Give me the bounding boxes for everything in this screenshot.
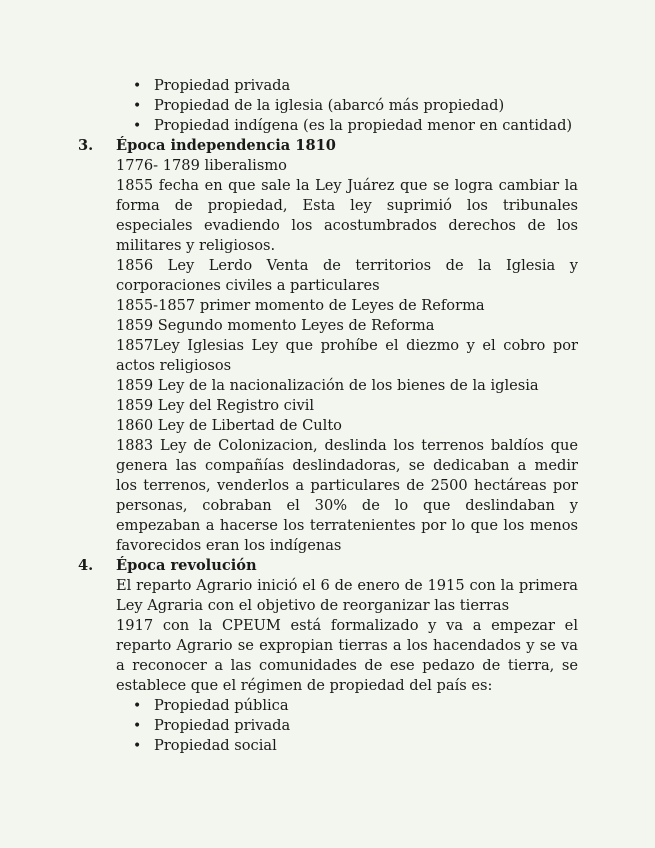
- paragraph: 1917 con la CPEUM está formalizado y va a empezar el reparto Agrario se expropian tierras a los hacendados y se va a reconocer a las comunidades de ese pedazo de tierra, se establece que el régimen de propiedad del país es:: [116, 617, 578, 694]
- bullet-icon: •: [133, 118, 142, 134]
- bullet-list-property-regime: [0, 696, 655, 756]
- bullet-icon: •: [133, 718, 142, 734]
- paragraph: 1859 Ley del Registro civil: [116, 397, 315, 414]
- paragraph: El reparto Agrario inició el 6 de enero de 1915 con la primera Ley Agraria con el objetivo de reorganizar las tierras: [116, 577, 578, 614]
- paragraph: 1860 Ley de Libertad de Culto: [116, 417, 342, 434]
- paragraph: 1859 Segundo momento Leyes de Reforma: [116, 317, 435, 334]
- paragraph: 1856 Ley Lerdo Venta de territorios de la Iglesia y corporaciones civiles a particulares: [116, 257, 578, 294]
- bullet-icon: •: [133, 78, 142, 94]
- section-heading-3: [0, 136, 655, 156]
- list-item-text: Propiedad indígena (es la propiedad menor en cantidad): [154, 117, 573, 134]
- list-item-text: Propiedad privada: [154, 717, 291, 734]
- list-item: [0, 116, 655, 136]
- bullet-list-property-types: [0, 76, 655, 136]
- list-item-text: Propiedad de la iglesia (abarcó más propiedad): [154, 97, 505, 114]
- paragraph: 1855 fecha en que sale la Ley Juárez que se logra cambiar la forma de propiedad, Esta ley suprimió los tribunales especiales evadiendo los acostumbrados derechos de los militares y religiosos.: [116, 177, 578, 254]
- list-item: [0, 96, 655, 116]
- list-item: [0, 76, 655, 96]
- paragraph: 1855-1857 primer momento de Leyes de Reforma: [116, 297, 485, 314]
- list-item: [0, 716, 655, 736]
- section-number: 4.: [78, 557, 94, 574]
- paragraph: 1857Ley Iglesias Ley que prohíbe el diezmo y el cobro por actos religiosos: [116, 337, 578, 374]
- bullet-icon: •: [133, 98, 142, 114]
- paragraph: 1883 Ley de Colonizacion, deslinda los terrenos baldíos que genera las compañías deslindadoras, se dedicaban a medir los terrenos, venderlos a particulares de 2500 hectáreas por personas, cobraban el 30% de lo que deslindaban y empezaban a hacerse los terratenientes por lo que los menos favorecidos eran los indígenas: [116, 437, 578, 554]
- bullet-icon: •: [133, 698, 142, 714]
- document-page: [0, 76, 655, 756]
- list-item: [0, 736, 655, 756]
- list-item-text: Propiedad social: [154, 737, 277, 754]
- section-number: 3.: [78, 137, 94, 154]
- paragraph: 1859 Ley de la nacionalización de los bienes de la iglesia: [116, 377, 539, 394]
- list-item-text: Propiedad privada: [154, 77, 291, 94]
- section-heading-4: [0, 556, 655, 576]
- list-item: [0, 696, 655, 716]
- bullet-icon: •: [133, 738, 142, 754]
- paragraph: 1776- 1789 liberalismo: [116, 157, 287, 174]
- list-item-text: Propiedad pública: [154, 697, 289, 714]
- section-title: Época independencia 1810: [116, 137, 336, 154]
- section-title: Época revolución: [116, 557, 257, 574]
